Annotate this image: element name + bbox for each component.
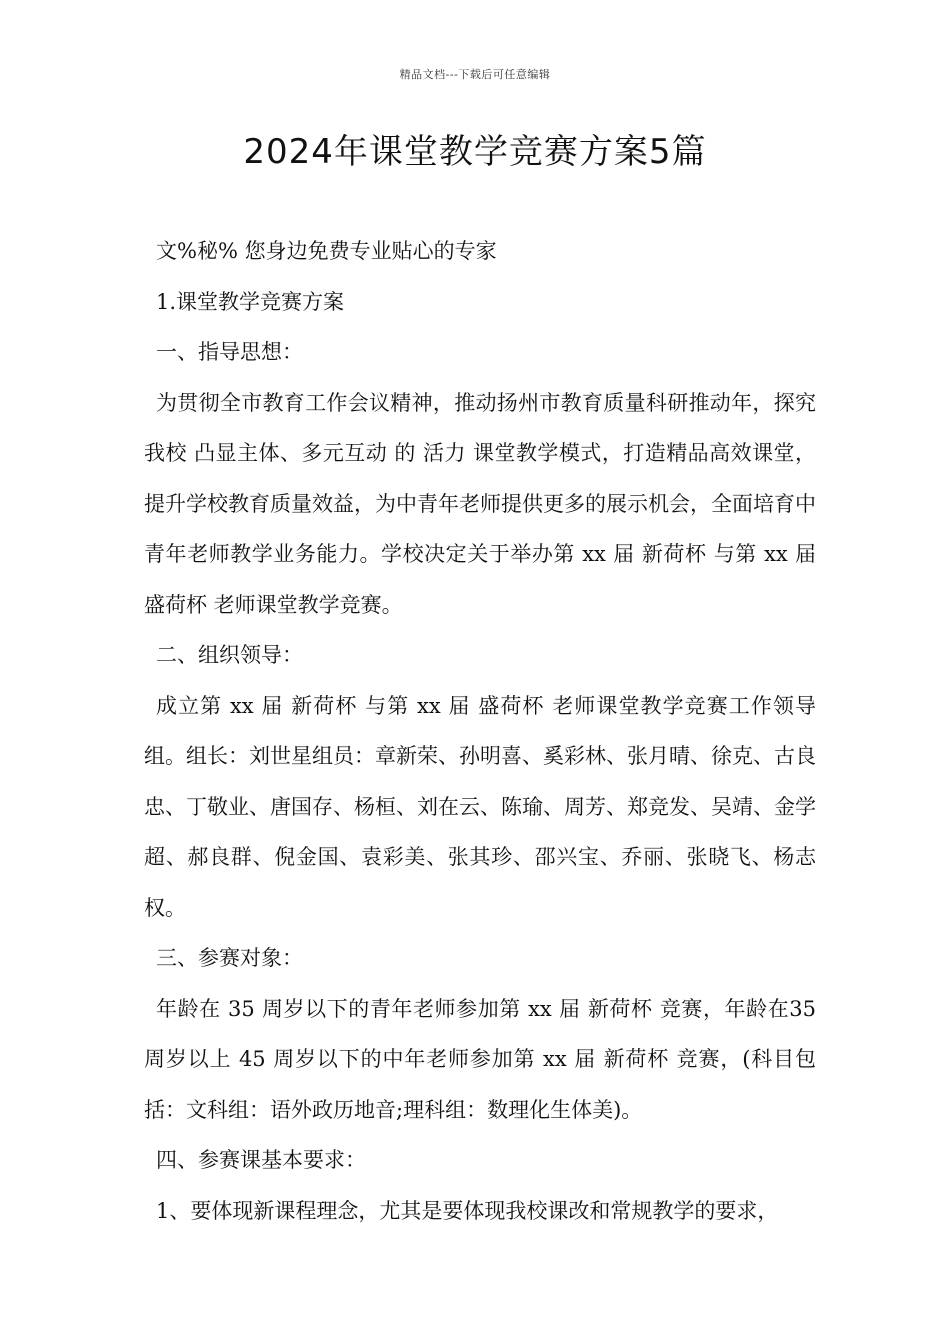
paragraph-leadership: 成立第 xx 届 新荷杯 与第 xx 届 盛荷杯 老师课堂教学竞赛工作领导组。组长：刘世星组员：章新荣、孙明喜、奚彩林、张月晴、徐克、古良忠、丁敬业、唐国存、杨桓、刘在云、陈瑜、周芳、郑竞发、吴靖、金学超、郝良群、倪金国、袁彩美、张其珍、邵兴宝、乔丽、张晓飞、杨志权。 [144,693,816,920]
tagline: 文%秘% 您身边免费专业贴心的专家 [156,239,497,263]
section-title: 1.课堂教学竞赛方案 [156,289,345,314]
paragraph-requirement-1: 1、要体现新课程理念，尤其是要体现我校课改和常规教学的要求， [156,1198,779,1223]
header-note: 精品文档---下载后可任意编辑 [399,68,551,81]
section-heading-leadership: 二、组织领导： [156,643,303,667]
section-heading-requirements: 四、参赛课基本要求： [156,1148,366,1172]
section-heading-guiding: 一、指导思想： [156,340,303,364]
paragraph-guiding: 为贯彻全市教育工作会议精神，推动扬州市教育质量科研推动年，探究我校 凸显主体、多元互动 的 活力 课堂教学模式，打造精品高效课堂，提升学校教育质量效益，为中青年老师提供更多的展示机会，全面培育中青年老师教学业务能力。学校决定关于举办第 xx 届 新荷杯 与第 xx 届 盛荷杯 老师课堂教学竞赛。 [144,390,816,617]
document-title: 2024年课堂教学竞赛方案5篇 [243,132,707,172]
paragraph-participants: 年龄在 35 周岁以下的青年老师参加第 xx 届 新荷杯 竞赛，年龄在35 周岁以上 45 周岁以下的中年老师参加第 xx 届 新荷杯 竞赛，(科目包括：文科组：语外政历地音;理科组：数理化生体美)。 [144,996,816,1122]
section-heading-participants: 三、参赛对象： [156,946,303,970]
document-body [144,226,816,1236]
